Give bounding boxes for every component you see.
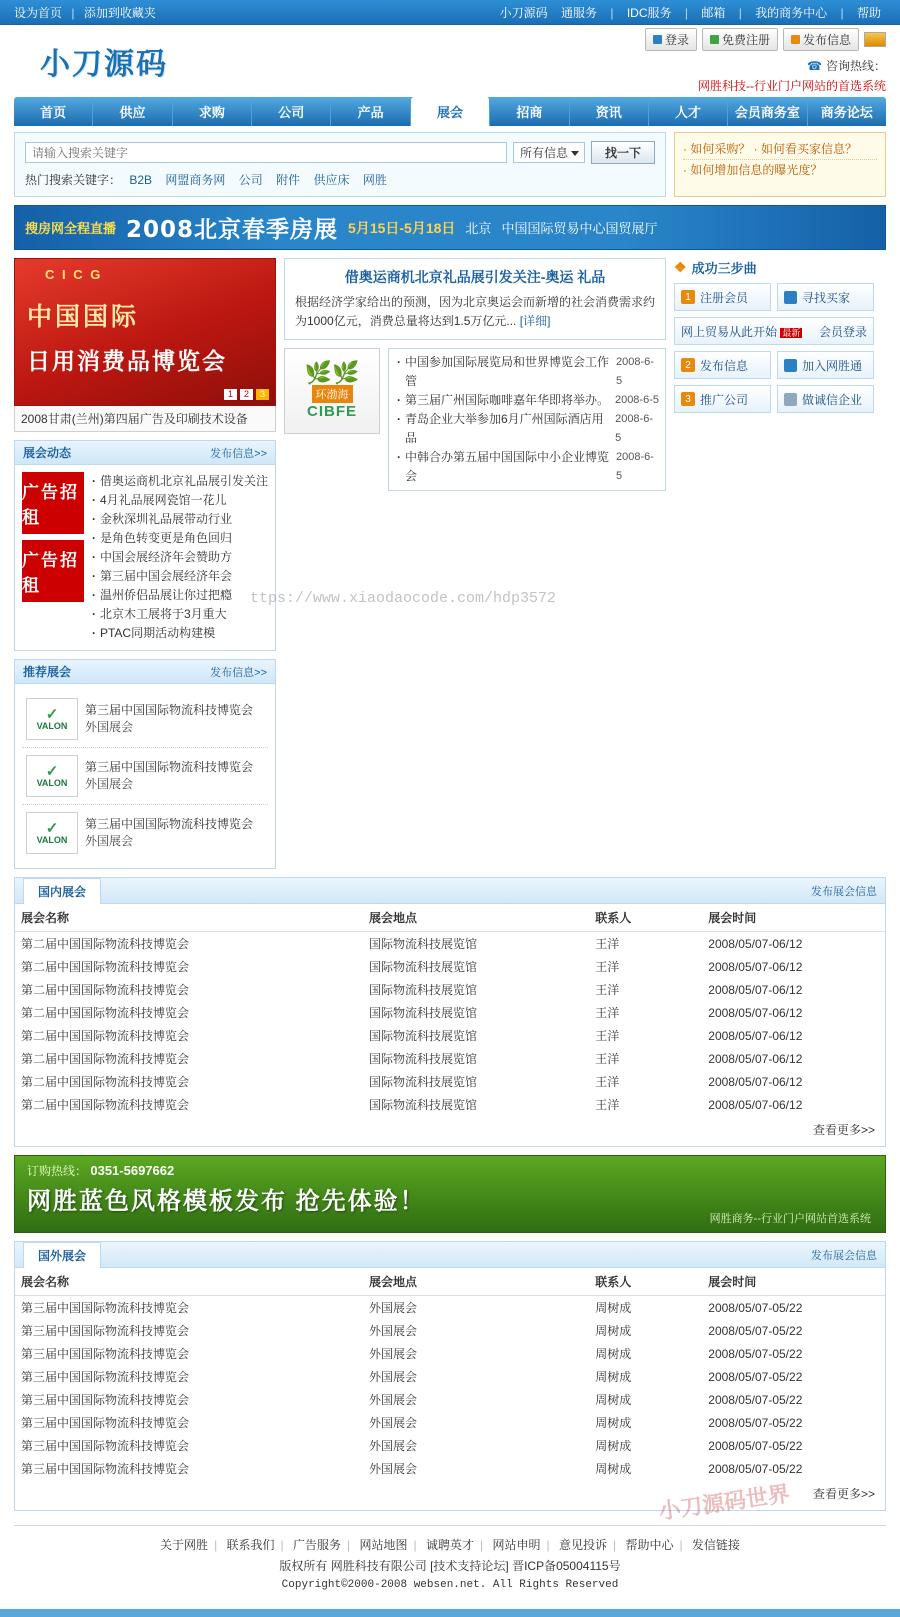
nav-item-exhibition[interactable]: 展会 (411, 97, 490, 126)
green-promo-banner[interactable] (14, 1155, 886, 1233)
exhibition-news-header (15, 441, 275, 465)
table-row[interactable] (15, 932, 885, 956)
main-columns (14, 258, 886, 869)
status-badge: 最新 (782, 327, 801, 338)
cell-time: 2008/05/07-06/12 (708, 1097, 803, 1112)
list-item[interactable]: · 是角色转变更是角色回归 (90, 529, 268, 548)
find-buyer-label: 寻找买家 (802, 290, 851, 305)
step-number-1: 1 (681, 290, 695, 304)
featured-article-text: 根据经济学家给出的预测，因为北京奥运会而新增的社会消费需求约为1000亿元，消费总量将达到1.5万亿元... (295, 295, 656, 328)
cell-time: 2008/05/07-05/22 (708, 1300, 803, 1315)
help-box (674, 132, 886, 197)
table-row[interactable] (15, 1001, 885, 1024)
register-member-button[interactable] (674, 283, 771, 311)
ad-dot-1[interactable]: 1 (224, 389, 237, 400)
join-wangsheng-label: 加入网胜通 (802, 358, 863, 373)
copyright-line-2: Copyright©2000-2008 websen.net. All Rights Reserved (281, 1579, 619, 1591)
recommend-item-name: 第三届中国国际物流科技博览会 (85, 817, 254, 831)
footer-link-feedback[interactable]: 意见投诉 (558, 1538, 607, 1552)
hot-keywords-row (25, 171, 655, 188)
list-item[interactable]: · 第三届中国会展经济年会 (90, 567, 268, 586)
join-icon (784, 359, 797, 372)
recommend-panel (14, 659, 276, 869)
banner-city: 北京 (465, 221, 492, 236)
list-item[interactable] (395, 391, 659, 410)
mid-links-row (284, 348, 666, 491)
list-item[interactable] (395, 410, 659, 448)
overseas-tab-header (15, 1242, 885, 1268)
cell-name: 第二届中国国际物流科技博览会 (21, 983, 190, 997)
publish-icon (791, 35, 800, 44)
nav-item-talent[interactable]: 人才 (649, 97, 728, 126)
cell-place: 国际物流科技展览馆 (369, 1029, 478, 1043)
cell-name: 第二届中国国际物流科技博览会 (21, 1075, 190, 1089)
green-banner-subtitle: 网胜商务--行业门户网站首选系统 (709, 1213, 871, 1225)
col-place: 展会地点 (363, 904, 589, 932)
cell-contact: 王洋 (595, 937, 620, 951)
help-line-2[interactable]: · 如何增加信息的曝光度？ (683, 163, 823, 177)
cell-name: 第二届中国国际物流科技博览会 (21, 1098, 190, 1112)
chevron-down-icon (571, 151, 579, 156)
user-add-icon (710, 35, 719, 44)
register-button[interactable] (702, 28, 778, 51)
table-row[interactable] (15, 1434, 885, 1457)
footer-link-partners[interactable]: 发信链接 (691, 1538, 740, 1552)
cell-contact: 王洋 (595, 1029, 620, 1043)
cell-contact: 王洋 (595, 1006, 620, 1020)
domestic-tab-header (15, 878, 885, 904)
domestic-publish-link[interactable]: 发布展会信息 (811, 885, 877, 898)
step-number-3: 3 (681, 392, 695, 406)
footer-link-contact[interactable]: 联系我们 (226, 1538, 275, 1552)
top-link-source[interactable]: 小刀源码 (499, 5, 548, 20)
cell-time: 2008/05/07-06/12 (708, 936, 803, 951)
cell-time: 2008/05/07-06/12 (708, 1005, 803, 1020)
valon-logo-icon: ✓ VALON (26, 812, 78, 854)
overseas-exhibitions-table (15, 1268, 885, 1480)
cell-name: 第二届中国国际物流科技博览会 (21, 1029, 190, 1043)
top-right-links: 小刀源码 通服务 | IDC服务 | 邮箱 | 我的商务中心 | 帮助 (499, 5, 881, 20)
cell-place: 外国展会 (369, 1324, 418, 1338)
register-member-label: 注册会员 (700, 290, 749, 305)
table-header-row (15, 904, 885, 932)
mid-links-list (388, 348, 666, 491)
exhibition-news-row (22, 472, 268, 643)
featured-article-title[interactable]: 借奥运商机北京礼品展引发关注-奥运 礼品 (344, 269, 606, 285)
cell-contact: 周树成 (595, 1370, 632, 1384)
ad-line-2: 日用消费品博览会 (27, 348, 227, 374)
domestic-exhibitions-table (15, 904, 885, 1116)
search-section (14, 132, 886, 197)
login-button[interactable] (645, 28, 697, 51)
green-banner-line1 (27, 1162, 873, 1179)
trade-start-bar[interactable] (674, 317, 874, 345)
cell-contact: 王洋 (595, 1052, 620, 1066)
table-row[interactable] (15, 1296, 885, 1320)
cell-name: 第三届中国国际物流科技博览会 (21, 1416, 190, 1430)
footer-link-jobs[interactable]: 诚聘英才 (425, 1538, 474, 1552)
exhibition-news-list (90, 472, 268, 643)
recommend-header (15, 660, 275, 684)
publish-info-step-button[interactable] (674, 351, 771, 379)
list-item[interactable]: · 金秋深圳礼品展带动行业 (90, 510, 268, 529)
hot-keyword-1[interactable]: 网盟商务网 (165, 173, 226, 187)
cell-name: 第二届中国国际物流科技博览会 (21, 937, 190, 951)
cell-place: 国际物流科技展览馆 (369, 1006, 478, 1020)
cell-contact: 周树成 (595, 1347, 632, 1361)
cell-contact: 王洋 (595, 983, 620, 997)
mid-link-date: 2008-6-5 (614, 394, 659, 406)
tab-domestic-exhibitions[interactable]: 国内展会 (23, 878, 101, 904)
set-homepage-link[interactable]: 设为首页 (14, 5, 63, 20)
list-item[interactable] (395, 448, 659, 486)
table-row[interactable] (15, 1070, 885, 1093)
footer-link-sitemap[interactable]: 网站地图 (359, 1538, 408, 1552)
ad-rent-1[interactable]: 广告招租 (22, 472, 84, 534)
cell-time: 2008/05/07-05/22 (708, 1392, 803, 1407)
cell-place: 外国展会 (369, 1347, 418, 1361)
publish-info-step-label: 发布信息 (700, 358, 749, 373)
top-link-idc[interactable]: IDC服务 (626, 5, 672, 20)
search-category-select[interactable] (513, 142, 585, 163)
overseas-view-more-link[interactable]: 查看更多>> (812, 1487, 875, 1501)
mid-link-text: · 中韩合办第五届中国国际中小企业博览会 (405, 450, 610, 483)
cell-time: 2008/05/07-05/22 (708, 1369, 803, 1384)
cell-place: 国际物流科技展览馆 (369, 937, 478, 951)
ad-caption[interactable]: 2008甘肃(兰州)第四届广告及印刷技术设备 (14, 406, 276, 432)
table-row[interactable] (15, 1024, 885, 1047)
hot-keyword-0[interactable]: B2B (129, 173, 153, 187)
cibfe-cn-label: 环渤海 (312, 385, 353, 403)
cell-place: 国际物流科技展览馆 (369, 983, 478, 997)
cell-place: 外国展会 (369, 1439, 418, 1453)
exhibition-news-title: 展会动态 (23, 446, 72, 460)
ad-rent-2[interactable]: 广告招租 (22, 540, 84, 602)
promote-company-button[interactable] (674, 385, 771, 413)
mid-link-date: 2008-6-5 (615, 413, 653, 444)
cell-place: 外国展会 (369, 1416, 418, 1430)
table-row[interactable] (15, 1093, 885, 1116)
overseas-exhibitions-panel (14, 1241, 886, 1511)
site-logo[interactable]: 小刀源码 (40, 47, 168, 82)
hotline-label: 咨询热线： (825, 59, 886, 73)
feature-ad-image[interactable] (14, 258, 276, 406)
col-name: 展会名称 (15, 1268, 363, 1296)
ad-line-1: 中国国际 (27, 303, 140, 331)
table-row[interactable] (15, 1388, 885, 1411)
col-time: 展会时间 (702, 1268, 885, 1296)
header-actions (645, 28, 886, 94)
cell-time: 2008/05/07-06/12 (708, 1074, 803, 1089)
cibfe-logo[interactable] (284, 348, 380, 434)
nav-item-investment[interactable]: 招商 (490, 97, 569, 126)
cell-name: 第三届中国国际物流科技博览会 (21, 1462, 190, 1476)
cell-name: 第二届中国国际物流科技博览会 (21, 1006, 190, 1020)
hot-keyword-3[interactable]: 附件 (276, 173, 301, 187)
domestic-view-more-link[interactable]: 查看更多>> (812, 1123, 875, 1137)
recommend-item-type: 外国展会 (85, 777, 134, 791)
success-steps-grid (674, 283, 874, 413)
member-login-link[interactable]: 会员登录 (818, 324, 867, 339)
banner-date: 5月15日-5月18日 (348, 219, 456, 236)
table-row[interactable] (15, 1457, 885, 1480)
leaf-icon: 🌿🌿 (304, 359, 360, 385)
cell-place: 外国展会 (369, 1462, 418, 1476)
valon-logo-icon: ✓ VALON (26, 698, 78, 740)
valon-logo-text: VALON (36, 777, 68, 788)
cell-contact: 周树成 (595, 1439, 632, 1453)
list-item[interactable]: · 中国会展经济年会赞助方 (90, 548, 268, 567)
cell-time: 2008/05/07-06/12 (708, 982, 803, 997)
banner-left-text: 搜房网全程直播 (25, 221, 117, 236)
search-row (25, 141, 655, 164)
left-column (14, 258, 276, 869)
recommend-item-name: 第三届中国国际物流科技博览会 (85, 760, 254, 774)
list-item[interactable] (22, 691, 268, 748)
top-utility-bar (0, 0, 900, 25)
table-row[interactable] (15, 1411, 885, 1434)
cell-contact: 王洋 (595, 1075, 620, 1089)
hot-keyword-5[interactable]: 网胜 (362, 173, 387, 187)
cell-time: 2008/05/07-06/12 (708, 1051, 803, 1066)
table-row[interactable] (15, 955, 885, 978)
site-slogan: 网胜科技--行业门户网站的首选系统 (698, 79, 886, 93)
featured-article-body (295, 293, 655, 331)
cell-contact: 王洋 (595, 1098, 620, 1112)
cell-name: 第三届中国国际物流科技博览会 (21, 1324, 190, 1338)
ad-cicg-label: C I C G (45, 267, 103, 282)
nav-item-product[interactable]: 产品 (331, 97, 410, 126)
footer-link-help[interactable]: 帮助中心 (625, 1538, 674, 1552)
mid-link-text: · 第三届广州国际咖啡嘉年华即将举办。 (405, 393, 610, 407)
login-button-label: 登录 (664, 33, 689, 47)
list-item[interactable]: · 北京木工展将于3月重大 (90, 605, 268, 624)
ad-dot-2[interactable]: 2 (240, 389, 253, 400)
footer-links: 关于网胜 | 联系我们 | 广告服务 | 网站地图 | 诚聘英才 | 网站申明 | 意见投诉 | 帮助中心 | 发信链接 (160, 1538, 740, 1552)
top-link-service[interactable]: 通服务 (561, 5, 598, 20)
footer-watermark: 小刀源码世界 (657, 1480, 792, 1525)
cell-contact: 周树成 (595, 1416, 632, 1430)
col-contact: 联系人 (589, 904, 702, 932)
lock-icon (653, 35, 662, 44)
order-hotline-number: 0351-5697662 (90, 1163, 175, 1178)
site-header (0, 25, 900, 97)
hot-keyword-2[interactable]: 公司 (238, 173, 263, 187)
cell-name: 第三届中国国际物流科技博览会 (21, 1439, 190, 1453)
cell-time: 2008/05/07-05/22 (708, 1438, 803, 1453)
exhibition-news-more-link[interactable]: 发布信息>> (210, 447, 267, 460)
cell-name: 第三届中国国际物流科技博览会 (21, 1370, 190, 1384)
step-number-2: 2 (681, 358, 695, 372)
copyright-block (0, 1557, 900, 1609)
register-button-label: 免费注册 (721, 33, 770, 47)
publish-info-button[interactable] (783, 28, 859, 51)
list-item[interactable] (22, 805, 268, 861)
footer-link-statement[interactable]: 网站申明 (492, 1538, 541, 1552)
table-row[interactable] (15, 1047, 885, 1070)
cell-contact: 周树成 (595, 1324, 632, 1338)
nav-item-news[interactable]: 资讯 (570, 97, 649, 126)
domestic-exhibitions-panel (14, 877, 886, 1147)
cell-name: 第二届中国国际物流科技博览会 (21, 1052, 190, 1066)
footer-link-about[interactable]: 关于网胜 (160, 1538, 209, 1552)
green-banner-title: 网胜蓝色风格模板发布 抢先体验！ (27, 1188, 426, 1215)
join-wangsheng-button[interactable] (777, 351, 874, 379)
mid-link-date: 2008-6-5 (615, 451, 654, 482)
trust-icon (784, 393, 797, 406)
list-item[interactable]: · 温州侨侣品展让你过把瘾 (90, 586, 268, 605)
col-contact: 联系人 (589, 1268, 702, 1296)
cell-place: 外国展会 (369, 1370, 418, 1384)
ad-dot-3[interactable]: 3 (256, 389, 269, 400)
hot-keywords-label: 热门搜索关键字： (25, 173, 122, 187)
nav-item-supply[interactable]: 供应 (93, 97, 172, 126)
nav-item-demand[interactable]: 求购 (173, 97, 252, 126)
page-bottom-bar (0, 1609, 900, 1617)
exhibition-news-panel (14, 440, 276, 651)
cell-place: 外国展会 (369, 1301, 418, 1315)
cell-time: 2008/05/07-05/22 (708, 1461, 803, 1476)
col-name: 展会名称 (15, 904, 363, 932)
search-buyer-icon (784, 291, 797, 304)
cell-place: 国际物流科技展览馆 (369, 1098, 478, 1112)
publish-info-button-label: 发布信息 (802, 33, 851, 47)
cell-place: 国际物流科技展览馆 (369, 1052, 478, 1066)
trust-enterprise-label: 做诚信企业 (802, 392, 863, 407)
banner-place: 中国国际贸易中心国贸展厅 (501, 221, 658, 236)
tab-overseas-exhibitions[interactable]: 国外展会 (23, 1242, 101, 1268)
hotline-row (645, 57, 886, 74)
search-input[interactable] (25, 142, 507, 163)
mid-link-date: 2008-6-5 (615, 356, 654, 387)
copyright-line-1: 版权所有 网胜科技有限公司 [技术支持论坛] 晋ICP备05004115号 (279, 1559, 621, 1573)
phone-icon: ☎ (807, 58, 822, 73)
cell-place: 国际物流科技展览馆 (369, 1075, 478, 1089)
list-item[interactable]: · 4月礼品展网瓷馆一花儿 (90, 491, 268, 510)
cell-place: 外国展会 (369, 1393, 418, 1407)
recommend-item-name: 第三届中国国际物流科技博览会 (85, 703, 254, 717)
cell-time: 2008/05/07-05/22 (708, 1415, 803, 1430)
cell-contact: 周树成 (595, 1462, 632, 1476)
list-item[interactable] (22, 748, 268, 805)
nav-item-company[interactable]: 公司 (252, 97, 331, 126)
featured-article-detail-link[interactable]: [详细] (519, 314, 551, 328)
medal-icon: ❖ (674, 259, 687, 275)
cell-name: 第三届中国国际物流科技博览会 (21, 1301, 190, 1315)
find-buyer-button[interactable] (777, 283, 874, 311)
exhibition-news-body (15, 465, 275, 650)
help-line-1[interactable]: · 如何采购？ · 如何看买家信息？ (683, 139, 877, 160)
trade-start-left (681, 323, 802, 340)
trust-enterprise-button[interactable] (777, 385, 874, 413)
right-column (674, 258, 874, 413)
nav-item-forum[interactable]: 商务论坛 (820, 105, 873, 120)
header-button-row (645, 28, 886, 51)
recommend-more-link[interactable]: 发布信息>> (210, 666, 267, 679)
banner-title: 2008北京春季房展 (126, 217, 339, 243)
trade-start-label: 网上贸易从此开始 (681, 324, 778, 339)
valon-logo-icon: ✓ VALON (26, 755, 78, 797)
cell-time: 2008/05/07-05/22 (708, 1323, 803, 1338)
mid-link-text: · 中国参加国际展览局和世界博览会工作管 (405, 355, 610, 388)
recommend-body (15, 684, 275, 868)
valon-logo-text: VALON (36, 720, 68, 731)
nav-item-home[interactable]: 首页 (14, 97, 93, 126)
cell-place: 国际物流科技展览馆 (369, 960, 478, 974)
search-box (14, 132, 666, 197)
top-link-business-center[interactable]: 我的商务中心 (755, 5, 828, 20)
search-category-value: 所有信息 (519, 146, 568, 160)
mid-link-text: · 青岛企业大举参加6月广州国际酒店用品 (405, 412, 604, 445)
cibfe-en-label: CIBFE (307, 402, 357, 420)
add-favorite-link[interactable]: 添加到收藏夹 (83, 5, 156, 20)
cell-time: 2008/05/07-05/22 (708, 1346, 803, 1361)
table-row[interactable] (15, 1319, 885, 1342)
list-item[interactable] (395, 353, 659, 391)
top-left-links: 设为首页 | 添加到收藏夹 (14, 5, 156, 20)
cell-time: 2008/05/07-06/12 (708, 959, 803, 974)
list-item[interactable]: · PTAC同期活动构建模 (90, 624, 268, 643)
top-ad-banner[interactable] (14, 205, 886, 250)
recommend-title: 推荐展会 (23, 665, 72, 679)
list-item[interactable]: · 借奥运商机北京礼品展引发关注 (90, 472, 268, 491)
table-row[interactable] (15, 1342, 885, 1365)
main-nav (14, 97, 886, 126)
table-header-row (15, 1268, 885, 1296)
top-link-mail[interactable]: 邮箱 (701, 5, 726, 20)
cell-name: 第三届中国国际物流科技博览会 (21, 1393, 190, 1407)
hot-keyword-4[interactable]: 供应床 (313, 173, 350, 187)
search-button[interactable]: 找一下 (591, 141, 655, 164)
recommend-item-type: 外国展会 (85, 834, 134, 848)
success-steps-title: 成功三步曲 (691, 261, 757, 276)
top-link-help[interactable]: 帮助 (856, 5, 881, 20)
footer-link-ads[interactable]: 广告服务 (293, 1538, 342, 1552)
promote-company-label: 推广公司 (700, 392, 749, 407)
middle-column (284, 258, 666, 491)
center-watermark: ttps://www.xiaodaocode.com/hdp3572 (250, 590, 557, 607)
featured-article (284, 258, 666, 340)
valon-logo-text: VALON (36, 834, 68, 845)
nav-item-member-office[interactable]: 会员商务室 (728, 97, 807, 126)
col-time: 展会时间 (702, 904, 885, 932)
cell-contact: 周树成 (595, 1301, 632, 1315)
order-hotline-label: 订购热线： (27, 1164, 88, 1178)
success-steps-header (674, 258, 874, 277)
cell-name: 第二届中国国际物流科技博览会 (21, 960, 190, 974)
ad-slider-dots (224, 389, 269, 400)
cell-time: 2008/05/07-06/12 (708, 1028, 803, 1043)
recommend-item-type: 外国展会 (85, 720, 134, 734)
cell-contact: 王洋 (595, 960, 620, 974)
table-row[interactable] (15, 978, 885, 1001)
col-place: 展会地点 (363, 1268, 589, 1296)
overseas-publish-link[interactable]: 发布展会信息 (811, 1249, 877, 1262)
cell-name: 第三届中国国际物流科技博览会 (21, 1347, 190, 1361)
flag-icon (864, 32, 886, 47)
table-row[interactable] (15, 1365, 885, 1388)
cell-contact: 周树成 (595, 1393, 632, 1407)
